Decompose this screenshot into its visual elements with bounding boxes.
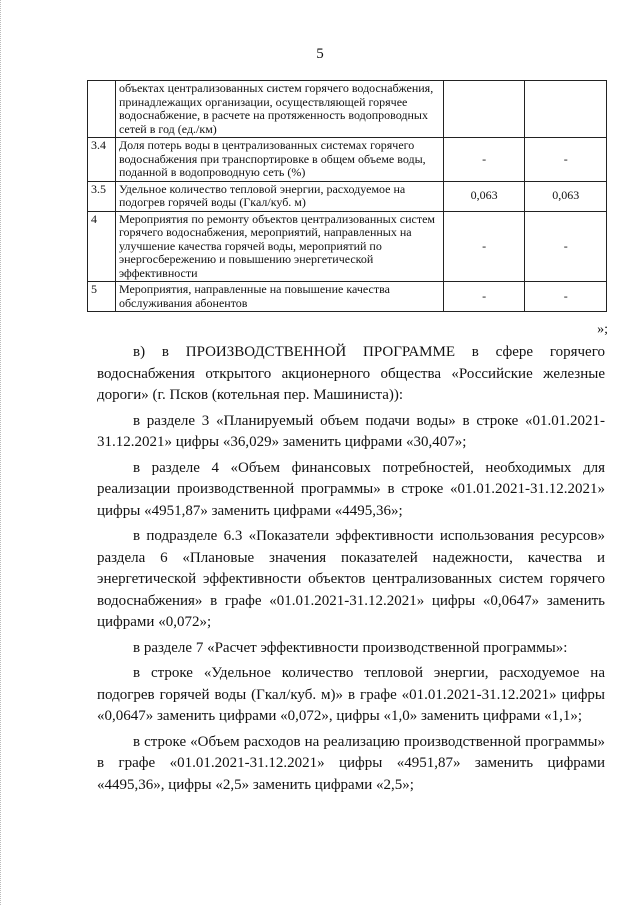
paragraph-subsection-6-3: в подразделе 6.3 «Показатели эффективности использования ресурсов» раздела 6 «Плановые значения показателей надежности, качества и энергетической эффективности объектов централизованных систем горячего водоснабжения» в графе «01.01.2021-31.12.2021» цифры «0,0647» заменить цифрами «0,072»;: [97, 528, 605, 630]
amendment-text: [97, 342, 605, 800]
table-row: [88, 81, 607, 138]
row-value-2021-cell: -: [525, 211, 607, 282]
row-number-cell: 5: [88, 282, 116, 312]
paragraph-expenses-row: в строке «Объем расходов на реализацию производственной программы» в графе «01.01.2021-31.12.2021» цифры «4951,87» заменить цифрами «4495,36», цифры «2,5» заменить цифрами «2,5»;: [97, 733, 605, 793]
row-value-2021-cell: [525, 81, 607, 138]
row-description-cell: Мероприятия по ремонту объектов централизованных систем горячего водоснабжения, мероприятий, направленных на улучшение качества горячей воды, мероприятий по энергосбережению и повышению энергетической эффективности: [115, 211, 443, 282]
row-value-2020-cell: -: [443, 211, 525, 282]
row-number-cell: 3.5: [88, 181, 116, 211]
row-value-2021-cell: 0,063: [525, 181, 607, 211]
row-number-cell: [88, 81, 116, 138]
row-number-cell: 4: [88, 211, 116, 282]
row-value-2020-cell: [443, 81, 525, 138]
indicators-table: [87, 80, 607, 312]
row-value-2021-cell: -: [525, 138, 607, 182]
table-row: [88, 282, 607, 312]
page-number: 5: [316, 46, 324, 62]
paragraph-section-7: в разделе 7 «Расчет эффективности производственной программы»:: [133, 639, 568, 656]
row-description-cell: Удельное количество тепловой энергии, расходуемое на подогрев горячей воды (Гкал/куб. м): [115, 181, 443, 211]
paragraph-intro: в) в ПРОИЗВОДСТВЕННОЙ ПРОГРАММЕ в сфере горячего водоснабжения открытого акционерного общества «Российские железные дороги» (г. Псков (котельная пер. Машиниста)):: [97, 344, 605, 403]
paragraph-section-4: в разделе 4 «Объем финансовых потребностей, необходимых для реализации производственной программы» в строке «01.01.2021-31.12.2021» цифры «4951,87» заменить цифрами «4495,36»;: [97, 459, 605, 519]
table-closing-quote: »;: [597, 322, 608, 337]
table-row: [88, 181, 607, 211]
row-value-2020-cell: -: [443, 138, 525, 182]
row-value-2021-cell: -: [525, 282, 607, 312]
row-value-2020-cell: -: [443, 282, 525, 312]
row-description-cell: объектах централизованных систем горячего водоснабжения, принадлежащих организации, осуществляющей горячее водоснабжение, в расчете на протяженность водопроводных сетей в год (ед./км): [115, 81, 443, 138]
table-row: [88, 211, 607, 282]
scan-margin-edge: [0, 0, 9, 905]
row-number-cell: 3.4: [88, 138, 116, 182]
row-description-cell: Доля потерь воды в централизованных системах горячего водоснабжения при транспортировке в общем объеме воды, поданной в водопроводную сеть (%): [115, 138, 443, 182]
row-description-cell: Мероприятия, направленные на повышение качества обслуживания абонентов: [115, 282, 443, 312]
paragraph-heat-energy-row: в строке «Удельное количество тепловой энергии, расходуемое на подогрев горячей воды (Гкал/куб. м)» в графе «01.01.2021-31.12.2021» цифры «0,0647» заменить цифрами «0,072», цифры «1,0» заменить цифрами «1,1»;: [97, 665, 605, 724]
row-value-2020-cell: 0,063: [443, 181, 525, 211]
paragraph-section-3: в разделе 3 «Планируемый объем подачи воды» в строке «01.01.2021-31.12.2021» цифры «36,029» заменить цифрами «30,407»;: [97, 412, 605, 450]
table-row: [88, 138, 607, 182]
